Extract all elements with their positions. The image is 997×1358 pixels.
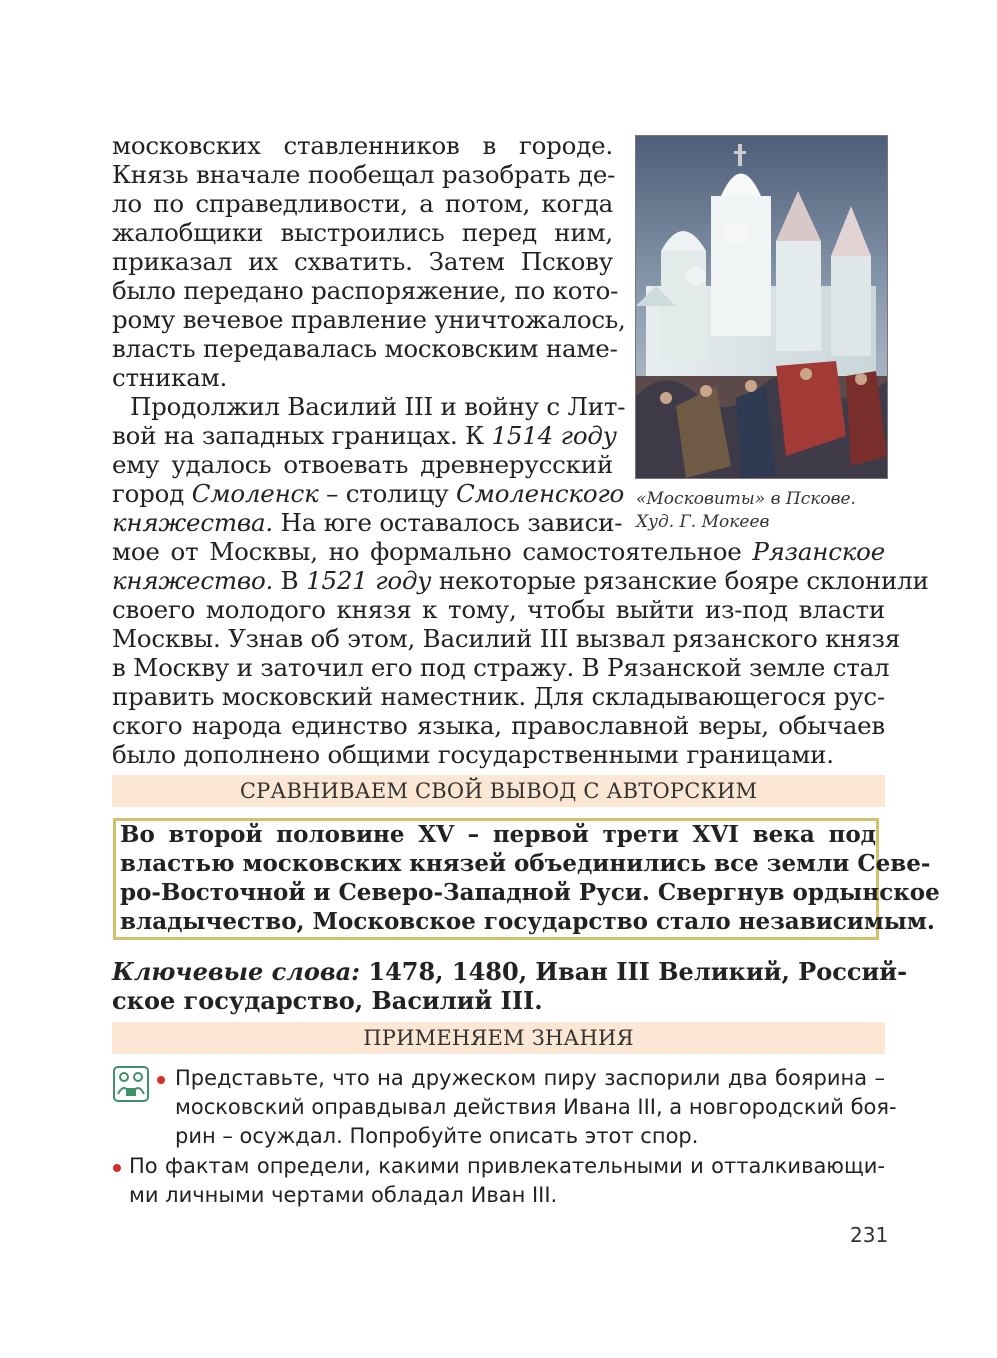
body-line: было передано распоряжение, по кото- xyxy=(112,276,619,305)
body-line: вой на западных границах. К 1514 году xyxy=(112,421,617,450)
painting-illustration xyxy=(635,135,888,479)
keywords-line: ское государство, Василий III. xyxy=(112,986,543,1015)
bullet-icon xyxy=(157,1076,165,1084)
conclusion-line: Во второй половине XV – первой трети XVI века под xyxy=(120,821,876,848)
body-line: ского народа единство языка, православной веры, обычаев xyxy=(112,711,885,740)
body-line: ло по справедливости, а потом, когда xyxy=(112,189,613,218)
section-header-compare: СРАВНИВАЕМ СВОЙ ВЫВОД С АВТОРСКИМ xyxy=(112,775,885,807)
bullet-icon xyxy=(113,1164,121,1172)
section-header-apply: ПРИМЕНЯЕМ ЗНАНИЯ xyxy=(112,1022,885,1054)
group-discussion-icon xyxy=(113,1066,149,1102)
figure-caption-artist: Худ. Г. Мокеев xyxy=(636,512,770,532)
task-line: московский оправдывал действия Ивана III, а новгородский боя- xyxy=(175,1095,897,1119)
page-number: 231 xyxy=(850,1223,889,1247)
task-line: Представьте, что на дружеском пиру заспорили два боярина – xyxy=(175,1066,885,1090)
body-line: московских ставленников в городе. xyxy=(112,131,613,160)
body-line: было дополнено общими государственными границами. xyxy=(112,740,834,769)
body-line: жалобщики выстроились перед ним, xyxy=(112,218,613,247)
conclusion-line: властью московских князей объединились все земли Севе- xyxy=(120,850,931,877)
body-line: своего молодого князя к тому, чтобы выйти из-под власти xyxy=(112,595,885,624)
body-line: княжества. На юге оставалось зависи- xyxy=(112,508,623,537)
keywords-label: Ключевые слова: xyxy=(112,957,361,986)
body-line: ему удалось отвоевать древнерусский xyxy=(112,450,613,479)
body-line: власть передавалась московским наме- xyxy=(112,334,618,363)
task-line: По фактам определи, какими привлекательными и отталкивающи- xyxy=(129,1154,885,1178)
body-line: приказал их схватить. Затем Пскову xyxy=(112,247,613,276)
body-line: стникам. xyxy=(112,363,228,392)
task-line: рин – осуждал. Попробуйте описать этот спор. xyxy=(175,1124,699,1148)
body-line: править московский наместник. Для складывающегося рус- xyxy=(112,682,885,711)
painting-image xyxy=(636,136,887,478)
body-line: Москвы. Узнав об этом, Василий III вызвал рязанского князя xyxy=(112,624,901,653)
body-line: рому вечевое правление уничтожалось, xyxy=(112,305,626,334)
body-line: Продолжил Василий III и войну с Лит- xyxy=(130,392,626,421)
body-line: мое от Москвы, но формально самостоятельное Рязанское xyxy=(112,537,885,566)
conclusion-line: владычество, Московское государство стало независимым. xyxy=(120,908,935,935)
body-line: в Москву и заточил его под стражу. В Рязанской земле стал xyxy=(112,653,890,682)
conclusion-line: ро-Восточной и Северо-Западной Руси. Свергнув ордынское xyxy=(120,879,940,906)
body-line: Князь вначале пообещал разобрать де- xyxy=(112,160,616,189)
body-line: княжество. В 1521 году некоторые рязанские бояре склонили xyxy=(112,566,929,595)
figure-caption-title: «Московиты» в Пскове. xyxy=(636,489,856,509)
body-line: город Смоленск – столицу Смоленского xyxy=(112,479,625,508)
task-line: ми личными чертами обладал Иван III. xyxy=(129,1183,558,1207)
keywords-line: Ключевые слова: 1478, 1480, Иван III Великий, Россий- xyxy=(112,957,908,986)
